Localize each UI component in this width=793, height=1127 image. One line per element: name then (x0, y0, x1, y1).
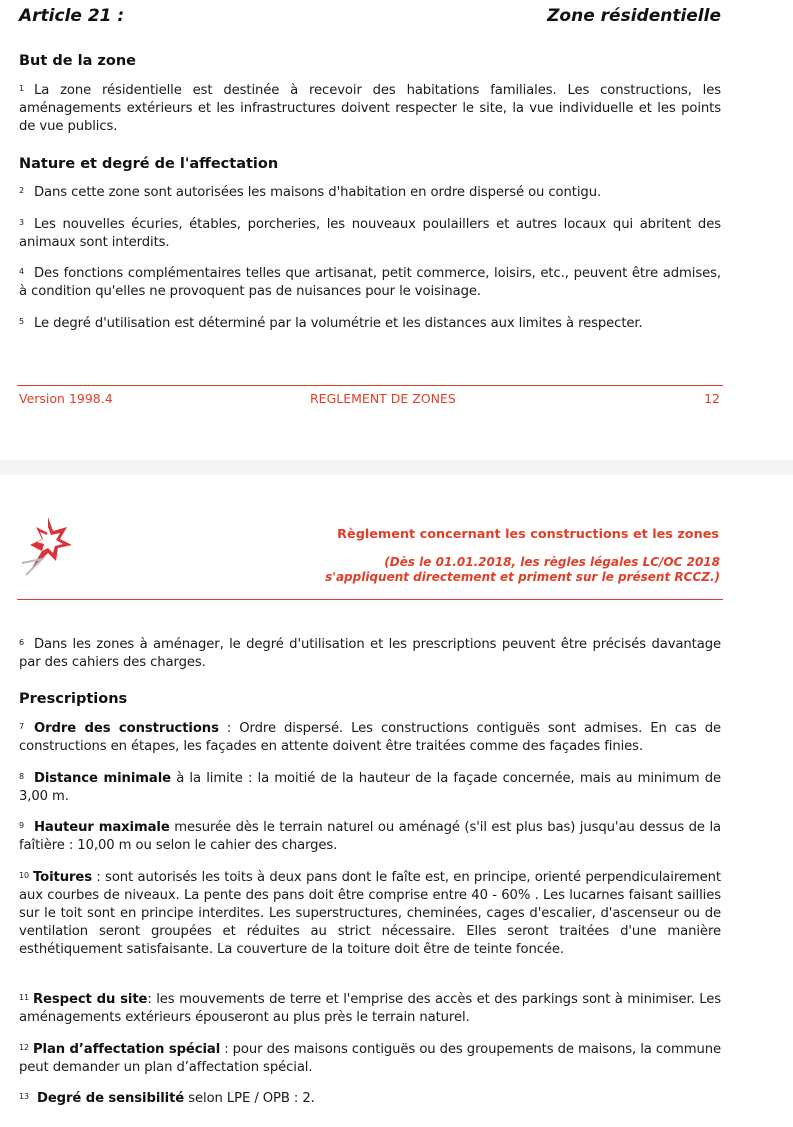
paragraph-number: 3 (19, 218, 24, 227)
footer-version: Version 1998.4 (19, 391, 113, 406)
paragraph-number: 2 (19, 186, 24, 195)
footer-page-number: 12 (704, 391, 720, 406)
paragraph-11: $^{11}$ Respect du site: les mouvements de terre et l'emprise des accès et des parkings sont à minimiser. Les aménagements extérieurs épouseront au plus près le terrain naturel. (19, 992, 721, 1025)
paragraph-7: $^7$ Ordre des constructions : Ordre dispersé. Les constructions contiguës sont admises. En cas de constructions en étapes, les façades en attente doivent être traitées comme des façades finies. (19, 721, 721, 754)
header-title: Règlement concernant les constructions et les zones (337, 527, 719, 542)
paragraph-12: $^{12}$ Plan d’affectation spécial : pour des maisons contiguës ou des groupements de maisons, la commune peut demander un plan d’affectation spécial. (19, 1042, 721, 1075)
article-title: Zone résidentielle (547, 6, 721, 26)
section-heading-but: But de la zone (19, 53, 136, 69)
star-burst-logo-icon (20, 515, 84, 577)
paragraph-13: $^{13}$ Degré de sensibilité selon LPE / OPB : 2. (19, 1091, 315, 1106)
paragraph-6: $^6$ Dans les zones à aménager, le degré d'utilisation et les prescriptions peuvent être précisés davantage par des cahiers des charges. (19, 637, 721, 670)
section-heading-nature: Nature et degré de l'affectation (19, 156, 279, 172)
paragraph-3: $^3$ Les nouvelles écuries, étables, porcheries, les nouveaux poulaillers et autres locaux qui abritent des animaux sont interdits. (19, 217, 721, 250)
footer-rule (17, 385, 723, 386)
document-page-13 (0, 475, 793, 1127)
paragraph-number: 7 (19, 722, 24, 731)
paragraph-number: 4 (19, 267, 24, 276)
article-heading (19, 6, 721, 26)
paragraph-8: $^8$ Distance minimale à la limite : la moitié de la hauteur de la façade concernée, mais au minimum de 3,00 m. (19, 771, 721, 804)
page-footer (19, 391, 720, 406)
paragraph-4: $^4$ Des fonctions complémentaires telles que artisanat, petit commerce, loisirs, etc., peuvent être admises, à condition qu'elles ne provoquent pas de nuisances pour le voisinage. (19, 266, 721, 299)
section-heading-prescriptions: Prescriptions (19, 691, 128, 707)
paragraph-number: 10 (19, 871, 29, 880)
paragraph-9: $^9$ Hauteur maximale mesurée dès le terrain naturel ou aménagé (s'il est plus bas) jusqu'au dessus de la faîtière : 10,00 m ou selon le cahier des charges. (19, 820, 721, 853)
document-page-12 (0, 0, 793, 460)
header-rule (17, 599, 723, 600)
paragraph-number: 8 (19, 772, 24, 781)
paragraph-number: 12 (19, 1043, 29, 1052)
paragraph-2: $^2$ Dans cette zone sont autorisées les maisons d'habitation en ordre dispersé ou contigu. (19, 185, 602, 200)
page-separator (0, 460, 793, 475)
paragraph-number: 11 (19, 993, 29, 1002)
article-label: Article 21 : (19, 6, 125, 26)
header-note: (Dès le 01.01.2018, les règles légales LC/OC 2018 s'appliquent directement et priment sur le présent RCCZ.) (325, 555, 720, 584)
paragraph-10: $^{10}$ Toitures : sont autorisés les toits à deux pans dont le faîte est, en principe, orienté perpendiculairement aux courbes de niveaux. La pente des pans doit être comprise entre 40 - 60% . Les lucarnes faisant saillies sur le toit sont en principe interdites. Les superstructures, cheminées, cages d'escalier, d'ascenseur ou de ventilation seront groupées et réduites au strict nécessaire. Elles seront traitées d'une manière esthétiquement satisfaisante. La couverture de la toiture doit être de teinte foncée. (19, 870, 721, 957)
paragraph-number: 5 (19, 317, 24, 326)
paragraph-5: $^5$ Le degré d'utilisation est déterminé par la volumétrie et les distances aux limites à respecter. (19, 316, 643, 331)
paragraph-1: $^1$ La zone résidentielle est destinée à recevoir des habitations familiales. Les constructions, les aménagements extérieurs et les infrastructures doivent respecter le site, la vue individuelle et les points de vue publics. (19, 83, 721, 134)
paragraph-number: 13 (19, 1092, 29, 1101)
paragraph-number: 6 (19, 638, 24, 647)
footer-title: REGLEMENT DE ZONES (310, 391, 456, 406)
paragraph-number: 1 (19, 84, 24, 93)
paragraph-number: 9 (19, 821, 24, 830)
